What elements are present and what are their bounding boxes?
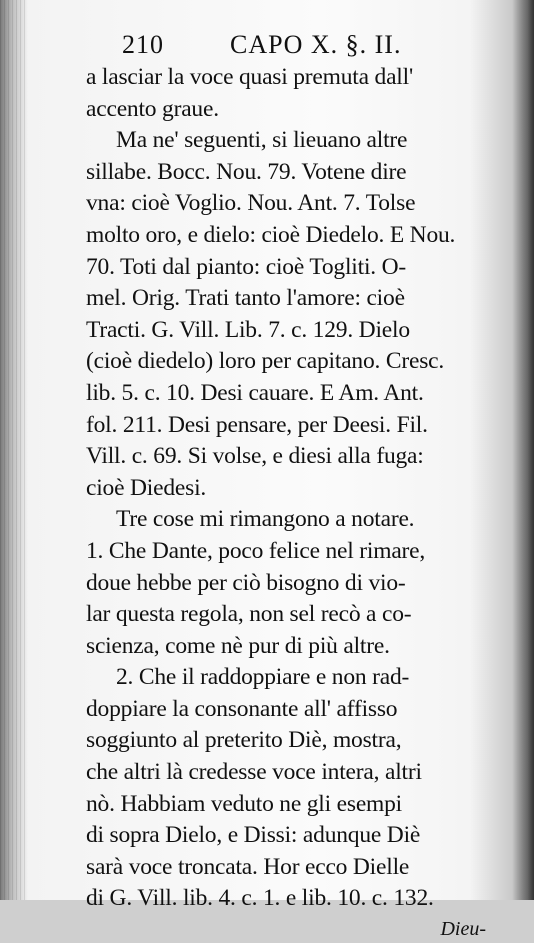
text-line: 2. Che il raddoppiare e non rad- bbox=[116, 664, 410, 691]
catchword: Dieu- bbox=[440, 918, 486, 941]
text-line: mel. Orig. Trati tanto l'amore: cioè bbox=[86, 285, 405, 312]
text-line: 1. Che Dante, poco felice nel rimare, bbox=[86, 537, 426, 564]
text-line: doue hebbe per ciò bisogno di vio- bbox=[86, 569, 406, 596]
text-line: cioè Diedesi. bbox=[86, 474, 207, 501]
text-line: molto oro, e dielo: cioè Diedelo. E Nou. bbox=[86, 221, 456, 248]
page-text-block bbox=[86, 28, 490, 943]
running-head bbox=[86, 28, 490, 62]
text-line: doppiare la consonante all' affisso bbox=[86, 695, 398, 722]
text-line: lar questa regola, non sel recò a co- bbox=[86, 601, 412, 628]
text-line: fol. 211. Desi pensare, per Deesi. Fil. bbox=[86, 411, 428, 438]
page-number: 210 bbox=[122, 30, 164, 59]
text-line: (cioè diedelo) loro per capitano. Cresc. bbox=[86, 348, 445, 375]
text-line: soggiunto al preterito Diè, mostra, bbox=[86, 727, 402, 754]
text-line: Ma ne' seguenti, si lieuano altre bbox=[116, 127, 408, 154]
text-line: a lasciar la voce quasi premuta dall' bbox=[86, 64, 413, 90]
text-line: di G. Vill. lib. 4. c. 1. e lib. 10. c. 132. bbox=[86, 885, 434, 912]
text-line: nò. Habbiam veduto ne gli esempi bbox=[86, 790, 403, 817]
text-line: accento graue. bbox=[86, 95, 219, 122]
text-line: Vill. c. 69. Si volse, e diesi alla fuga: bbox=[86, 443, 424, 470]
text-line: di sopra Dielo, e Dissi: adunque Diè bbox=[86, 822, 421, 849]
text-line: Tre cose mi rimangono a notare. bbox=[116, 506, 415, 533]
text-line: sillabe. Bocc. Nou. 79. Votene dire bbox=[86, 158, 407, 185]
text-line: 70. Toti dal pianto: cioè Togliti. O- bbox=[86, 253, 407, 280]
text-line: che altri là credesse voce intera, altri bbox=[86, 759, 422, 786]
page-gutter-shadow bbox=[512, 0, 534, 900]
text-line: scienza, come nè pur di più altre. bbox=[86, 632, 390, 659]
text-line: lib. 5. c. 10. Desi cauare. E Am. Ant. bbox=[86, 379, 424, 406]
page-edge-left bbox=[0, 0, 26, 900]
text-line: Tracti. G. Vill. Lib. 7. c. 129. Dielo bbox=[86, 316, 410, 343]
text-line: vna: cioè Voglio. Nou. Ant. 7. Tolse bbox=[86, 190, 416, 217]
text-line: sarà voce troncata. Hor ecco Dielle bbox=[86, 853, 410, 880]
chapter-heading: CAPO X. §. II. bbox=[230, 30, 402, 59]
